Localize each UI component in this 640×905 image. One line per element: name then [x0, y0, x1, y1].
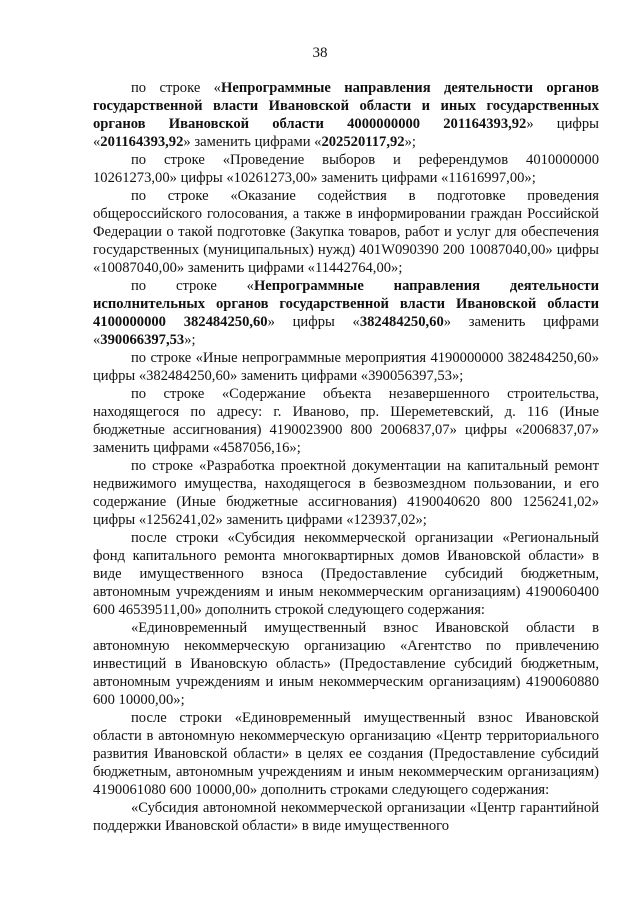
text-run: »; — [184, 332, 196, 348]
paragraph — [93, 385, 599, 457]
paragraph — [93, 187, 599, 277]
paragraph — [93, 79, 599, 151]
bold-text-run: 390066397,53 — [100, 332, 185, 348]
text-run: по строке « — [131, 278, 254, 294]
paragraph — [93, 277, 599, 349]
text-run: по строке « — [131, 80, 221, 96]
paragraph — [93, 151, 599, 187]
paragraph — [93, 529, 599, 619]
text-run: после строки «Субсидия некоммерческой организации «Региональный фонд капитального ремонта многоквартирных домов Ивановской области» в виде имущественного взноса (Предоставление субсидий бюджетным, автономным учреждениям и иным некоммерческим организациям) 4190060400 600 46539511,00» дополнить строкой следующего содержания: — [93, 530, 599, 618]
bold-text-run: 202520117,92 — [321, 134, 405, 150]
bold-text-run: Непрограммные направления деятельности органов государственной власти Ивановской области и иных государственных органов Ивановской области 4000000000 201164393,92 — [93, 80, 599, 132]
bold-text-run: 382484250,60 — [359, 314, 444, 330]
bold-text-run: Непрограммные направления деятельности исполнительных органов государственной власти Ивановской области 4100000000 382484250,60 — [93, 278, 599, 330]
text-run: по строке «Проведение выборов и референдумов 4010000000 10261273,00» цифры «10261273,00» заменить цифрами «11616997,00»; — [93, 152, 599, 186]
paragraph — [93, 457, 599, 529]
text-run: по строке «Иные непрограммные мероприятия 4190000000 382484250,60» цифры «382484250,60» заменить цифрами «390056397,53»; — [93, 350, 599, 384]
text-run: » цифры « — [93, 116, 599, 150]
text-run: «Субсидия автономной некоммерческой организации «Центр гарантийной поддержки Ивановской области» в виде имущественного — [93, 800, 599, 834]
text-run: по строке «Оказание содействия в подготовке проведения общероссийского голосования, а также в информировании граждан Российской Федерации о такой подготовке (Закупка товаров, работ и услуг для обеспечения государственных (муниципальных) нужд) 401W090390 200 10087040,00» цифры «10087040,00» заменить цифрами «11442764,00»; — [93, 188, 599, 276]
page-number: 38 — [312, 45, 328, 61]
text-run: » цифры « — [267, 314, 360, 330]
text-run: по строке «Разработка проектной документации на капитальный ремонт недвижимого имущества, находящегося в безвозмездном пользовании, и его содержание (Иные бюджетные ассигнования) 4190040620 800 1256241,02» цифры «1256241,02» заменить цифрами «123937,02»; — [93, 458, 599, 528]
paragraph — [93, 349, 599, 385]
paragraph — [93, 709, 599, 799]
bold-text-run: 201164393,92 — [100, 134, 184, 150]
paragraph — [93, 619, 599, 709]
text-run: «Единовременный имущественный взнос Ивановской области в автономную некоммерческую организацию «Агентство по привлечению инвестиций в Ивановскую область» (Предоставление субсидий бюджетным, автономным учреждениям и иным некоммерческим организациям) 4190060880 600 10000,00»; — [93, 620, 599, 708]
text-run: »; — [404, 134, 416, 150]
text-run: после строки «Единовременный имущественный взнос Ивановской области в автономную некоммерческую организацию «Центр территориального развития Ивановской области» в целях ее создания (Предоставление субсидий бюджетным, автономным учреждениям и иным некоммерческим организациям) 4190061080 600 10000,00» дополнить строками следующего содержания: — [93, 710, 599, 798]
text-run: » заменить цифрами « — [183, 134, 322, 150]
paragraph — [93, 799, 599, 835]
text-run: » заменить цифрами « — [93, 314, 599, 348]
text-run: по строке «Содержание объекта незавершенного строительства, находящегося по адресу: г. Иваново, пр. Шереметевский, д. 116 (Иные бюджетные ассигнования) 4190023900 800 2006837,07» цифры «2006837,07» заменить цифрами «4587056,16»; — [93, 386, 599, 456]
document-body — [93, 79, 599, 835]
